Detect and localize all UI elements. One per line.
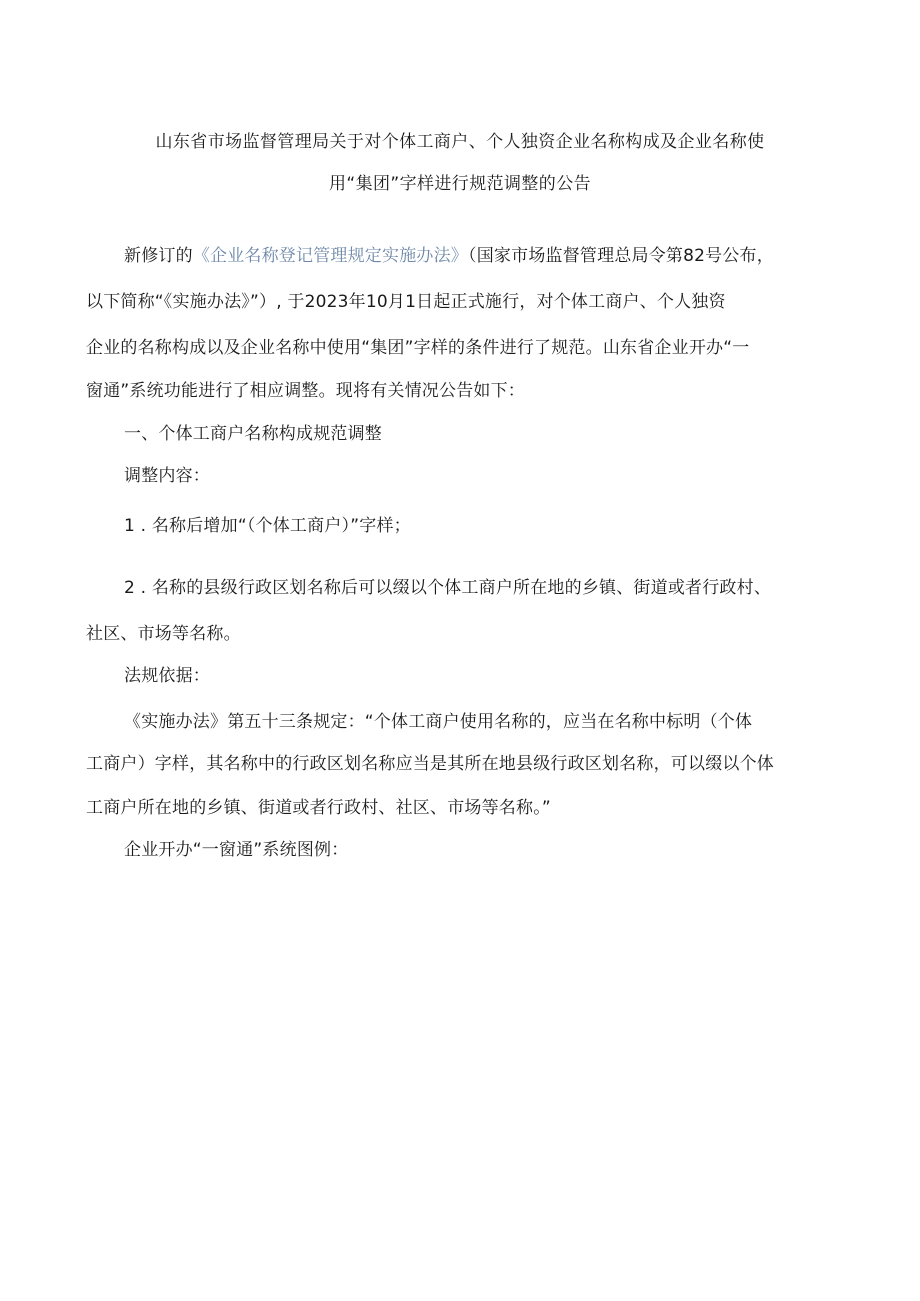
- adjust-content-label: 调整内容：: [124, 466, 210, 486]
- intro-line-2: 以下简称“《实施办法》”）, 于2023年10月1日起正式施行，对个体工商户、个人独资: [86, 292, 726, 312]
- list-item-2-line-1: 2 . 名称的县级行政区划名称后可以缀以个体工商户所在地的乡镇、街道或者行政村、: [124, 578, 772, 598]
- legal-basis-label: 法规依据：: [124, 666, 210, 686]
- list-item-1: 1 . 名称后增加“（个体工商户）”字样；: [124, 516, 411, 536]
- legal-basis-line-2: 工商户）字样，其名称中的行政区划名称应当是其所在地县级行政区划名称，可以缀以个体: [86, 754, 774, 774]
- intro-suffix: （国家市场监督管理总局令第82号公布，: [468, 246, 774, 266]
- intro-line-3: 企业的名称构成以及企业名称中使用“集团”字样的条件进行了规范。山东省企业开办“一: [86, 338, 750, 358]
- section-1-heading: 一、个体工商户名称构成规范调整: [124, 424, 382, 444]
- system-example-label: 企业开办“一窗通”系统图例：: [124, 840, 349, 860]
- document-title-line-1: 山东省市场监督管理局关于对个体工商户、个人独资企业名称构成及企业名称使: [155, 132, 765, 152]
- legal-basis-line-3: 工商户所在地的乡镇、街道或者行政村、社区、市场等名称。”: [86, 798, 551, 818]
- intro-line-1: [124, 244, 884, 268]
- intro-prefix: 新修订的: [124, 246, 193, 266]
- regulation-link[interactable]: 《企业名称登记管理规定实施办法》: [192, 246, 469, 266]
- document-title-line-2: 用“集团”字样进行规范调整的公告: [328, 174, 591, 194]
- intro-line-4: 窗通”系统功能进行了相应调整。现将有关情况公告如下：: [86, 381, 526, 401]
- legal-basis-line-1: 《实施办法》第五十三条规定：“个体工商户使用名称的，应当在名称中标明（个体: [124, 712, 753, 732]
- list-item-2-line-2: 社区、市场等名称。: [86, 624, 241, 644]
